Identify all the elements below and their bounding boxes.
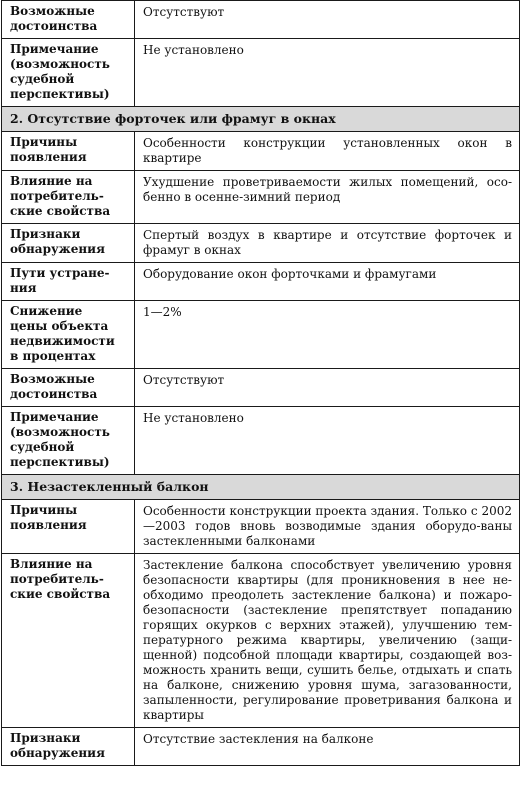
row-value: Ухудшение проветриваемости жилых помещений, осо-бенно в осенне-зимний период (135, 171, 520, 224)
table-row (2, 407, 520, 475)
table-row (2, 132, 520, 171)
row-label-line: Влияние на (10, 174, 93, 188)
row-label-line: ния (10, 281, 37, 295)
row-label-line: Причины (10, 503, 78, 517)
row-label-line: Причины (10, 135, 78, 149)
row-value: 1—2% (135, 301, 520, 369)
section-header-row (2, 107, 520, 132)
row-label-line: потребитель- (10, 189, 104, 203)
table-row (2, 39, 520, 107)
row-label (2, 224, 135, 263)
row-label (2, 407, 135, 475)
row-label-line: судебной (10, 72, 75, 86)
row-label-line: появления (10, 518, 87, 532)
row-value: Оборудование окон форточками и фрамугами (135, 263, 520, 301)
row-label (2, 132, 135, 171)
row-label-line: достоинства (10, 387, 98, 401)
row-label-line: Примечание (10, 42, 99, 56)
table-row (2, 171, 520, 224)
row-label (2, 171, 135, 224)
row-label-line: Возможные (10, 372, 95, 386)
row-label-line: Влияние на (10, 557, 93, 571)
row-label (2, 301, 135, 369)
table-row (2, 554, 520, 728)
row-label-line: Снижение (10, 304, 83, 318)
row-label (2, 500, 135, 554)
row-label-line: обнаружения (10, 746, 105, 760)
row-label (2, 1, 135, 39)
table-row (2, 500, 520, 554)
row-value: Отсутствуют (135, 369, 520, 407)
row-label-line: ские свойства (10, 587, 111, 601)
row-label (2, 554, 135, 728)
row-label-line: цены объекта (10, 319, 109, 333)
row-value: Особенности конструкции установленных окон в квартире (135, 132, 520, 171)
table-row (2, 728, 520, 766)
row-label-line: потребитель- (10, 572, 104, 586)
row-value: Спертый воздух в квартире и отсутствие форточек и фрамуг в окнах (135, 224, 520, 263)
row-label-line: ские свойства (10, 204, 111, 218)
row-label-line: Примечание (10, 410, 99, 424)
row-label-line: достоинства (10, 19, 98, 33)
row-label-line: в процентах (10, 349, 96, 363)
row-label (2, 263, 135, 301)
table-row (2, 263, 520, 301)
row-value: Отсутствие застекления на балконе (135, 728, 520, 766)
row-label-line: перспективы) (10, 87, 110, 101)
row-value: Не установлено (135, 39, 520, 107)
row-label-line: Возможные (10, 4, 95, 18)
row-label (2, 369, 135, 407)
row-label-line: Признаки (10, 731, 81, 745)
table-row (2, 1, 520, 39)
row-label-line: (возможность (10, 57, 110, 71)
row-label-line: (возможность (10, 425, 110, 439)
table-row (2, 224, 520, 263)
row-label (2, 728, 135, 766)
row-label-line: судебной (10, 440, 75, 454)
table-body (2, 1, 520, 766)
section-title: 2. Отсутствие форточек или фрамуг в окнах (2, 107, 520, 132)
row-value: Застекление балкона способствует увеличению уровня безопасности квартиры (для проникновения в нее не-обходимо преодолеть застекление балкона) и пожаро-безопасности (застекление препятствует попаданию горящих окурков с верхних этажей), улучшению тем-пературного режима квартиры, увеличению (защи-щенной) подсобной площади квартиры, создающей воз-можность хранить вещи, сушить белье, отдыхать и спать на балконе, снижению уровня шума, загазованности, запыленности, регулирование проветривания балкона и квартиры (135, 554, 520, 728)
row-label-line: появления (10, 150, 87, 164)
row-label-line: Пути устране- (10, 266, 110, 280)
row-label (2, 39, 135, 107)
row-value: Особенности конструкции проекта здания. Только с 2002—2003 годов вновь возводимые здания оборудо-ваны застекленными балконами (135, 500, 520, 554)
defects-table (1, 0, 520, 766)
row-value: Отсутствуют (135, 1, 520, 39)
section-header-row (2, 475, 520, 500)
row-label-line: перспективы) (10, 455, 110, 469)
table-row (2, 301, 520, 369)
row-label-line: Признаки (10, 227, 81, 241)
row-value: Не установлено (135, 407, 520, 475)
table-row (2, 369, 520, 407)
section-title: 3. Незастекленный балкон (2, 475, 520, 500)
row-label-line: обнаружения (10, 242, 105, 256)
row-label-line: недвижимости (10, 334, 115, 348)
